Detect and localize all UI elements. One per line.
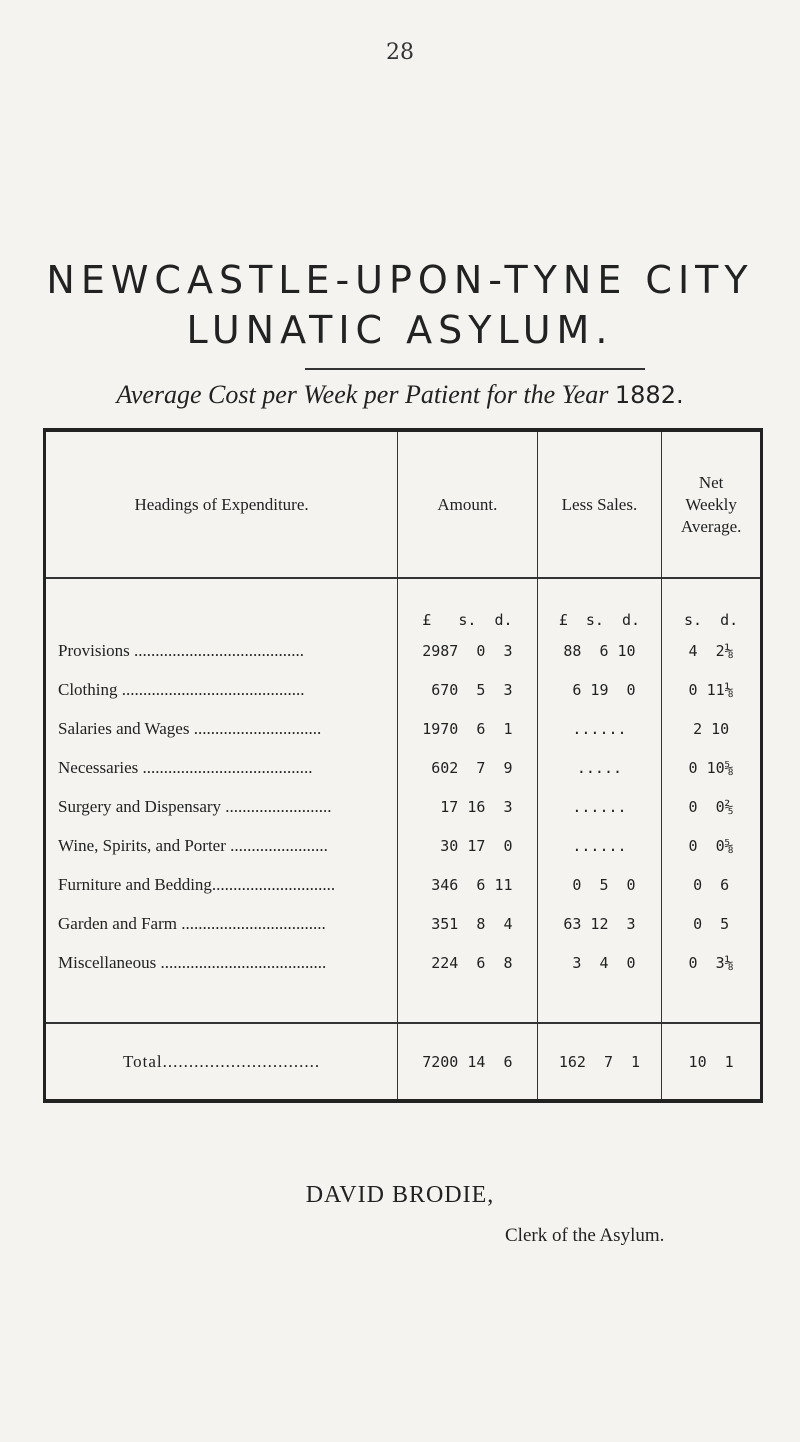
table-header-row: [45, 432, 762, 578]
header-less-sales: Less Sales.: [537, 432, 662, 578]
row-less-sales: ......: [537, 826, 662, 865]
row-less-sales: 88 6 10: [537, 631, 662, 670]
table-row: [45, 787, 762, 826]
table-row: [45, 631, 762, 670]
table-row: [45, 943, 762, 982]
signature-role: Clerk of the Asylum.: [505, 1225, 665, 1246]
row-label: Necessaries ........................................: [45, 748, 398, 787]
row-label: Surgery and Dispensary .........................: [45, 787, 398, 826]
subtitle-year: 1882.: [614, 381, 684, 409]
table-row: [45, 709, 762, 748]
row-less-sales: ......: [537, 787, 662, 826]
row-net: 4 2⅛: [662, 631, 762, 670]
header-headings: Headings of Expenditure.: [45, 432, 398, 578]
signature-name: DAVID BRODIE,: [305, 1182, 495, 1208]
total-amount: 7200 14 6: [398, 1023, 538, 1101]
header-net-line3: Average.: [680, 516, 742, 536]
header-net-weekly-average: [662, 432, 762, 578]
row-net: 2 10: [662, 709, 762, 748]
row-amount: 346 6 11: [398, 865, 538, 904]
document-subtitle: [0, 380, 800, 410]
table-row: [45, 826, 762, 865]
expenditure-table: [43, 428, 763, 1103]
row-net: 0 3⅛: [662, 943, 762, 982]
row-label: Clothing ...........................................: [45, 670, 398, 709]
title-line-2: LUNATIC ASYLUM.: [186, 308, 614, 352]
row-amount: 224 6 8: [398, 943, 538, 982]
row-label: Furniture and Bedding.............................: [45, 865, 398, 904]
title-line-1: NEWCASTLE-UPON-TYNE CITY: [46, 258, 754, 302]
row-net: 0 10⅝: [662, 748, 762, 787]
document-title: [0, 255, 800, 355]
row-less-sales: ......: [537, 709, 662, 748]
row-net: 0 5: [662, 904, 762, 943]
header-net-line1: Net: [698, 472, 724, 492]
row-net: 0 6: [662, 865, 762, 904]
total-net: 10 1: [662, 1023, 762, 1101]
total-label: Total..............................: [45, 1023, 398, 1101]
row-amount: 351 8 4: [398, 904, 538, 943]
units-row: [45, 578, 762, 631]
page-number: 28: [386, 40, 414, 65]
header-net-line2: Weekly: [685, 494, 737, 514]
units-net: s. d.: [662, 578, 762, 631]
row-amount: 1970 6 1: [398, 709, 538, 748]
row-net: 0 11⅛: [662, 670, 762, 709]
row-amount: 17 16 3: [398, 787, 538, 826]
total-row: [45, 1023, 762, 1101]
row-amount: 602 7 9: [398, 748, 538, 787]
total-less-sales: 162 7 1: [537, 1023, 662, 1101]
units-less-sales: £ s. d.: [537, 578, 662, 631]
header-amount: Amount.: [398, 432, 538, 578]
row-less-sales: 63 12 3: [537, 904, 662, 943]
row-label: Wine, Spirits, and Porter .......................: [45, 826, 398, 865]
row-label: Provisions ........................................: [45, 631, 398, 670]
row-label: Garden and Farm ..................................: [45, 904, 398, 943]
row-amount: 670 5 3: [398, 670, 538, 709]
row-label: Salaries and Wages ..............................: [45, 709, 398, 748]
table-row: [45, 748, 762, 787]
subtitle-text: Average Cost per Week per Patient for the Year: [116, 380, 609, 409]
units-amount: £ s. d.: [398, 578, 538, 631]
title-divider: [305, 368, 645, 370]
row-amount: 30 17 0: [398, 826, 538, 865]
row-less-sales: 3 4 0: [537, 943, 662, 982]
row-net: 0 0⅖: [662, 787, 762, 826]
table-row: [45, 904, 762, 943]
row-less-sales: 6 19 0: [537, 670, 662, 709]
table-row: [45, 670, 762, 709]
row-label: Miscellaneous .......................................: [45, 943, 398, 982]
table-row: [45, 865, 762, 904]
row-less-sales: .....: [537, 748, 662, 787]
row-less-sales: 0 5 0: [537, 865, 662, 904]
row-amount: 2987 0 3: [398, 631, 538, 670]
row-net: 0 0⅝: [662, 826, 762, 865]
table-spacer-row: [45, 982, 762, 1023]
